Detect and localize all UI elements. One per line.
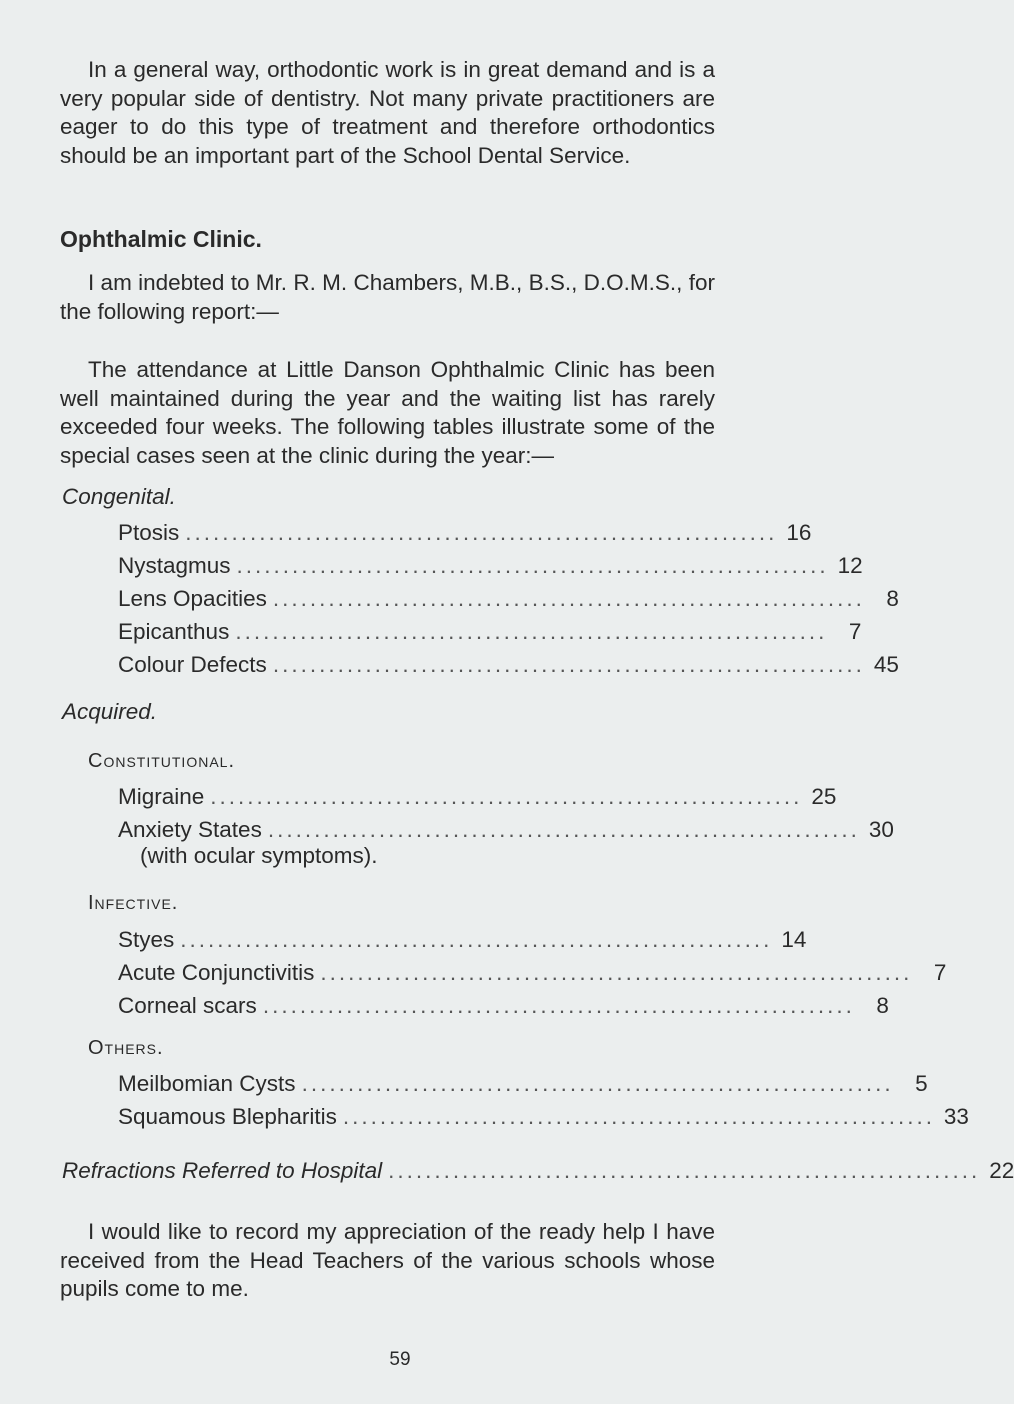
row-label: Lens Opacities [118, 586, 267, 611]
row-value: 8 [886, 586, 899, 611]
refractions-row [62, 1158, 1014, 1188]
table-row [118, 1104, 969, 1134]
table-row [118, 960, 947, 990]
row-note: (with ocular symptoms). [140, 843, 378, 868]
dot-leader: ................................................................ [262, 993, 855, 1018]
dot-leader: ................................................................ [180, 927, 773, 952]
row-label: Styes [118, 927, 175, 952]
dot-leader: ................................................................ [388, 1158, 981, 1183]
row-value: 7 [848, 619, 862, 644]
row-value: 12 [837, 553, 863, 578]
dot-leader: ................................................................ [301, 1071, 894, 1096]
row-label: Anxiety States [118, 817, 262, 842]
row-value: 5 [915, 1071, 928, 1096]
row-value: 30 [868, 817, 894, 842]
dot-leader: ................................................................ [320, 960, 913, 985]
acquired-heading: Acquired. [62, 699, 158, 724]
row-label: Epicanthus [118, 619, 230, 644]
dot-leader: ................................................................ [272, 586, 865, 611]
paragraph-appreciation: I would like to record my appreciation of the ready help I have received from the Head Teachers of the various schools whose pupils come to me. [60, 1219, 715, 1302]
row-value: 45 [873, 652, 899, 677]
table-row [118, 1071, 928, 1101]
congenital-heading: Congenital. [62, 484, 176, 509]
row-label: Corneal scars [118, 993, 257, 1018]
dot-leader: ................................................................ [210, 784, 803, 809]
row-label: Acute Conjunctivitis [118, 960, 315, 985]
paragraph-orthodontics: In a general way, orthodontic work is in great demand and is a very popular side of dentistry. Not many private practitioners are eager to do this type of treatment and therefore orthodontics should be an important part of the School Dental Service. [60, 57, 715, 168]
table-row [118, 993, 889, 1023]
constitutional-heading: Constitutional. [88, 750, 236, 772]
row-value: 22 [989, 1158, 1014, 1183]
row-value: 8 [876, 993, 889, 1018]
dot-leader: ................................................................ [342, 1104, 935, 1129]
dot-leader: ................................................................ [267, 817, 860, 842]
table-row [118, 553, 863, 583]
table-row [118, 586, 899, 616]
row-label: Refractions Referred to Hospital [62, 1158, 383, 1183]
paragraph-acknowledgement: I am indebted to Mr. R. M. Chambers, M.B., B.S., D.O.M.S., for the following report:— [60, 270, 715, 324]
paragraph-attendance: The attendance at Little Danson Ophthalmic Clinic has been well maintained during the year and the waiting list has rarely exceeded four weeks. The following tables illustrate some of the special cases seen at the clinic during the year:— [60, 357, 715, 468]
dot-leader: ................................................................ [235, 619, 828, 644]
row-value: 14 [781, 927, 807, 952]
table-row [118, 520, 812, 550]
page-number: 59 [389, 1349, 411, 1370]
row-label: Nystagmus [118, 553, 231, 578]
dot-leader: ................................................................ [185, 520, 778, 545]
infective-heading: Infective. [88, 892, 179, 914]
row-label: Colour Defects [118, 652, 267, 677]
others-heading: Others. [88, 1037, 164, 1059]
section-heading: Ophthalmic Clinic. [60, 226, 262, 252]
dot-leader: ................................................................ [272, 652, 865, 677]
table-row [118, 784, 837, 814]
row-label: Migraine [118, 784, 205, 809]
row-value: 25 [811, 784, 837, 809]
row-value: 16 [786, 520, 812, 545]
table-row [118, 652, 899, 682]
row-value: 33 [943, 1104, 969, 1129]
table-row [118, 619, 862, 649]
row-value: 7 [933, 960, 947, 985]
dot-leader: ................................................................ [236, 553, 829, 578]
table-row [118, 927, 807, 957]
row-label: Ptosis [118, 520, 180, 545]
row-label: Meilbomian Cysts [118, 1071, 296, 1096]
row-label: Squamous Blepharitis [118, 1104, 337, 1129]
